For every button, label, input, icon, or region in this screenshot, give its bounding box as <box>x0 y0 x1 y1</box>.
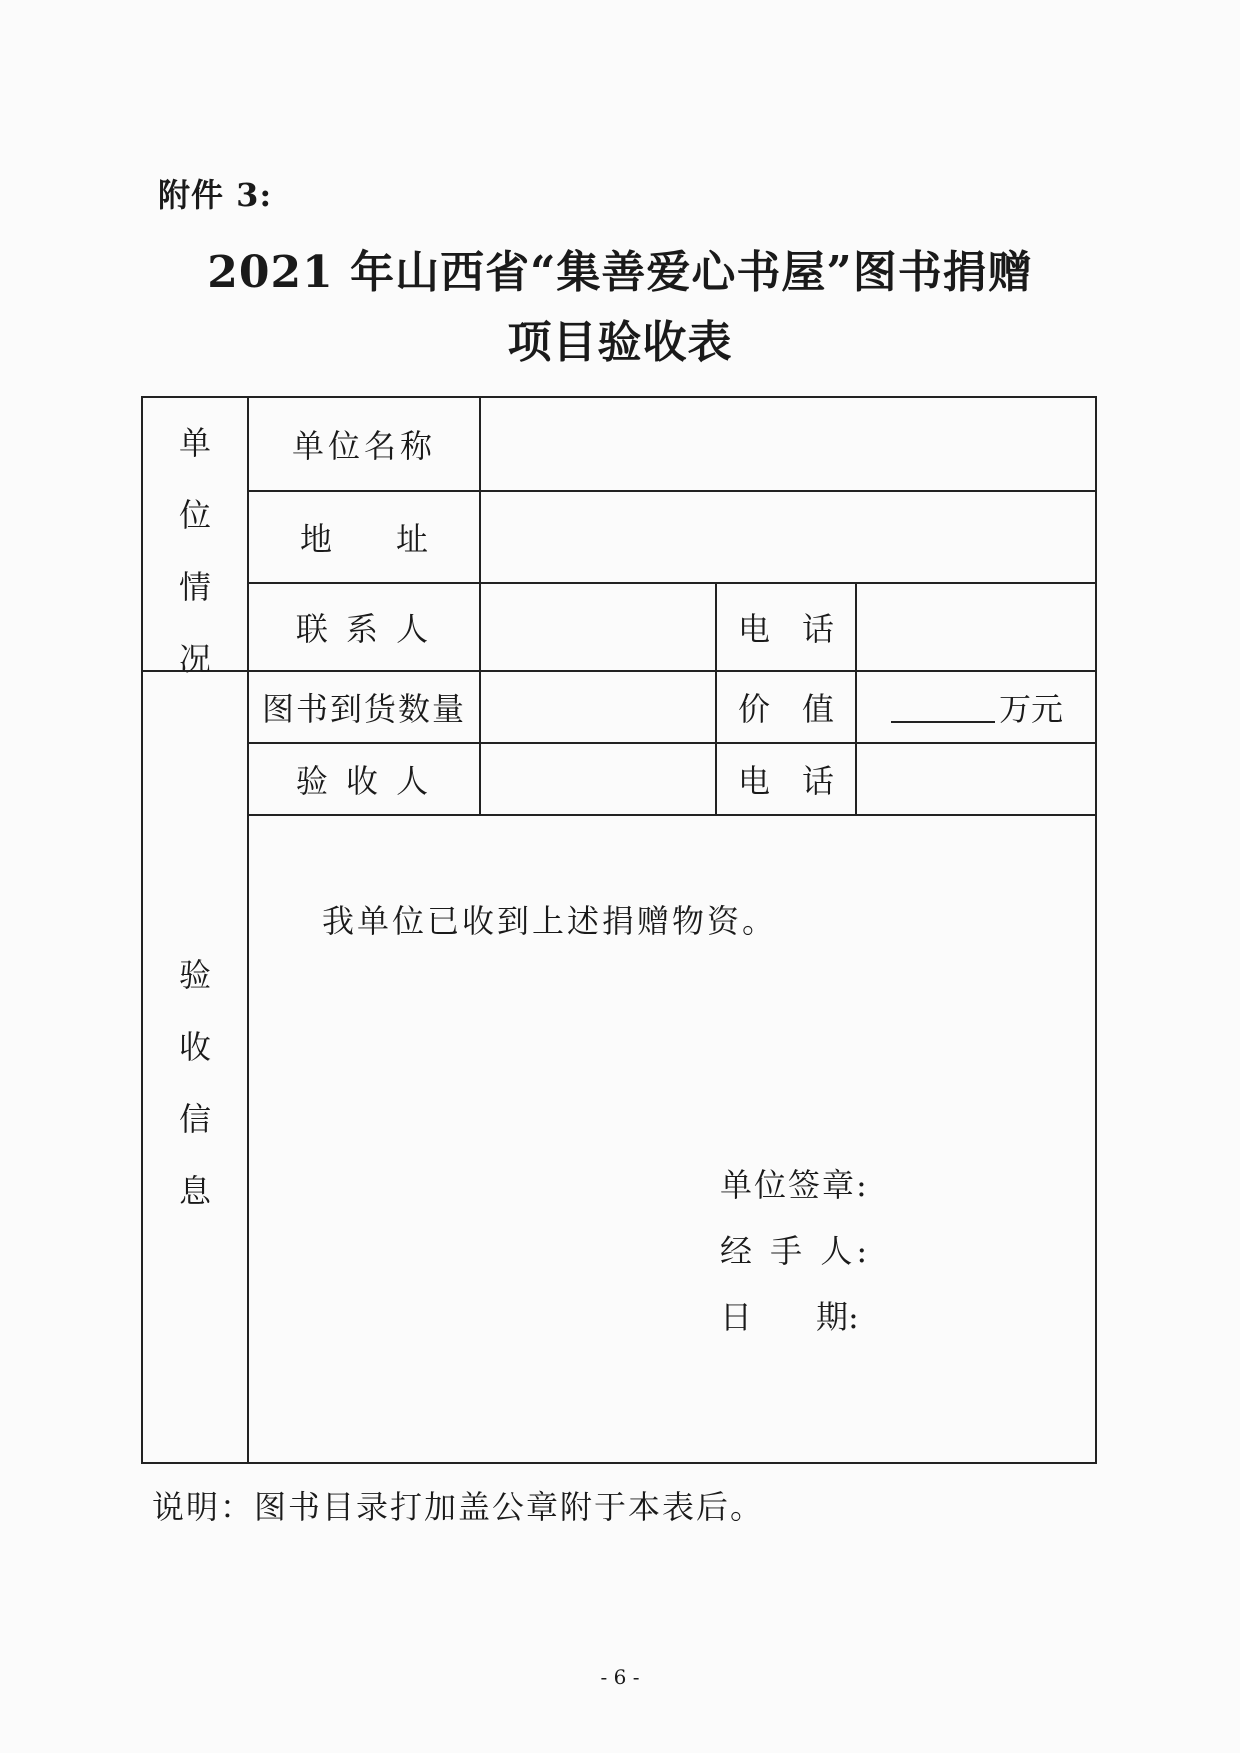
grid-line <box>247 814 1097 816</box>
section-unit-char: 位 <box>178 496 211 534</box>
value-blank <box>891 691 995 723</box>
document-title-line2: 项目验收表 <box>507 317 733 368</box>
label-unit-name: 单位名称 <box>291 427 436 465</box>
section-accept-char: 息 <box>178 1172 211 1210</box>
label-contact: 联 系 人 <box>295 610 433 648</box>
section-unit-char: 单 <box>178 424 211 462</box>
value-unit: 万元 <box>998 690 1063 728</box>
signature-date: 日 期: <box>720 1298 859 1336</box>
section-accept-char: 收 <box>178 1028 211 1066</box>
form-note: 说明：图书目录打加盖公章附于本表后。 <box>152 1488 765 1526</box>
document-title-line1: 2021 年山西省“集善爱心书屋”图书捐赠 <box>207 247 1033 298</box>
signature-handler: 经 手 人: <box>720 1232 872 1270</box>
receipt-statement: 我单位已收到上述捐赠物资。 <box>322 902 778 940</box>
value-field[interactable] <box>857 672 1097 742</box>
label-phone-2: 电 话 <box>737 762 834 800</box>
signature-seal: 单位签章: <box>720 1166 869 1204</box>
label-address: 地 址 <box>299 520 428 558</box>
phone-field[interactable] <box>857 584 1097 670</box>
section-accept-char: 信 <box>178 1100 211 1138</box>
section-acceptance-info <box>143 950 247 1212</box>
section-unit-info <box>143 418 247 680</box>
receiver-field[interactable] <box>481 744 715 814</box>
address-field[interactable] <box>481 492 1097 582</box>
phone-2-field[interactable] <box>857 744 1097 814</box>
label-value: 价 值 <box>737 690 834 728</box>
page-number: - 6 - <box>600 1665 640 1689</box>
label-phone: 电 话 <box>737 610 834 648</box>
attachment-label: 附件 3: <box>158 176 273 214</box>
label-book-quantity: 图书到货数量 <box>261 690 466 728</box>
section-accept-char: 验 <box>178 956 211 994</box>
section-unit-char: 情 <box>178 568 211 606</box>
label-receiver: 验 收 人 <box>295 762 433 800</box>
book-quantity-field[interactable] <box>481 672 715 742</box>
unit-name-field[interactable] <box>481 398 1097 490</box>
contact-field[interactable] <box>481 584 715 670</box>
section-unit-char: 况 <box>178 640 211 678</box>
